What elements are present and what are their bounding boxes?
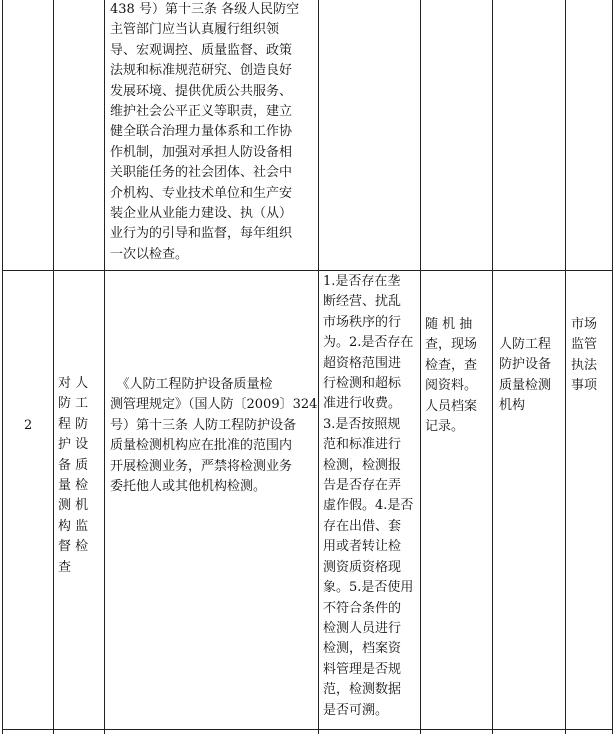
column-divider xyxy=(2,0,3,734)
row-divider xyxy=(2,270,613,271)
inspection-content-cell: 1.是否存在垄 断经营、扰乱 市场秩序的行 为。2.是否存在 超资格范围进 行检测和超标 准进行收费。 3.是否按照规 范和标准进行 检测，检测报 告是否存在弄 虚作假。4.是否 存在出借、套 用或者转让检 测资质资格现 象。5.是否使用 不符合条件的 检测人员进行 检测，档案资 料管理是否规 范，检测数据 是否可溯。 xyxy=(323,274,414,718)
basis-cell: 438 号）第十三条 各级人民防空 主管部门应当认真履行组织领 导、宏观调控、质量监督、政策 法规和标准规范研究、创造良好 发展环境、提供优质公共服务、 维护社会公平正义等职责，建立 健全联合治理力量体系和工作协 作机制，加强对承担人防设备相 关职能任务的社会团体、社会中 介机构、专业技术单位和生产安 装企业从业能力建设、执（从） 业行为的引导和监督，每年组织 一次以检查。 xyxy=(110,2,300,262)
remark-cell: 市场 监管 执法 事项 xyxy=(571,317,598,394)
item-name-cell: 对 人 防 工 程 防 护 设 备 质 量 检 测 机 构 监 督 检 查 xyxy=(58,376,89,575)
inspection-method-cell: 随 机 抽 查，现场 检查，查 阅资料。 人员档案 记录。 xyxy=(425,317,478,435)
column-divider xyxy=(565,0,566,734)
basis-cell: 《人防工程防护设备质量检 测管理规定》（国人防〔2009〕324 号）第十三条 人防工程防护设备 质量检测机构应在批准的范围内 开展检测业务，严禁将检测业务 委托他人或其他机构检测。 xyxy=(110,377,318,495)
column-divider xyxy=(318,0,319,734)
row-divider xyxy=(2,729,613,730)
inspection-subject-cell: 人防工程 防护设备 质量检测 机构 xyxy=(499,337,552,414)
sequence-number-cell: 2 xyxy=(24,418,33,433)
column-divider xyxy=(492,0,493,734)
column-divider xyxy=(53,0,54,734)
column-divider xyxy=(420,0,421,734)
column-divider xyxy=(612,0,613,734)
column-divider xyxy=(104,0,105,734)
